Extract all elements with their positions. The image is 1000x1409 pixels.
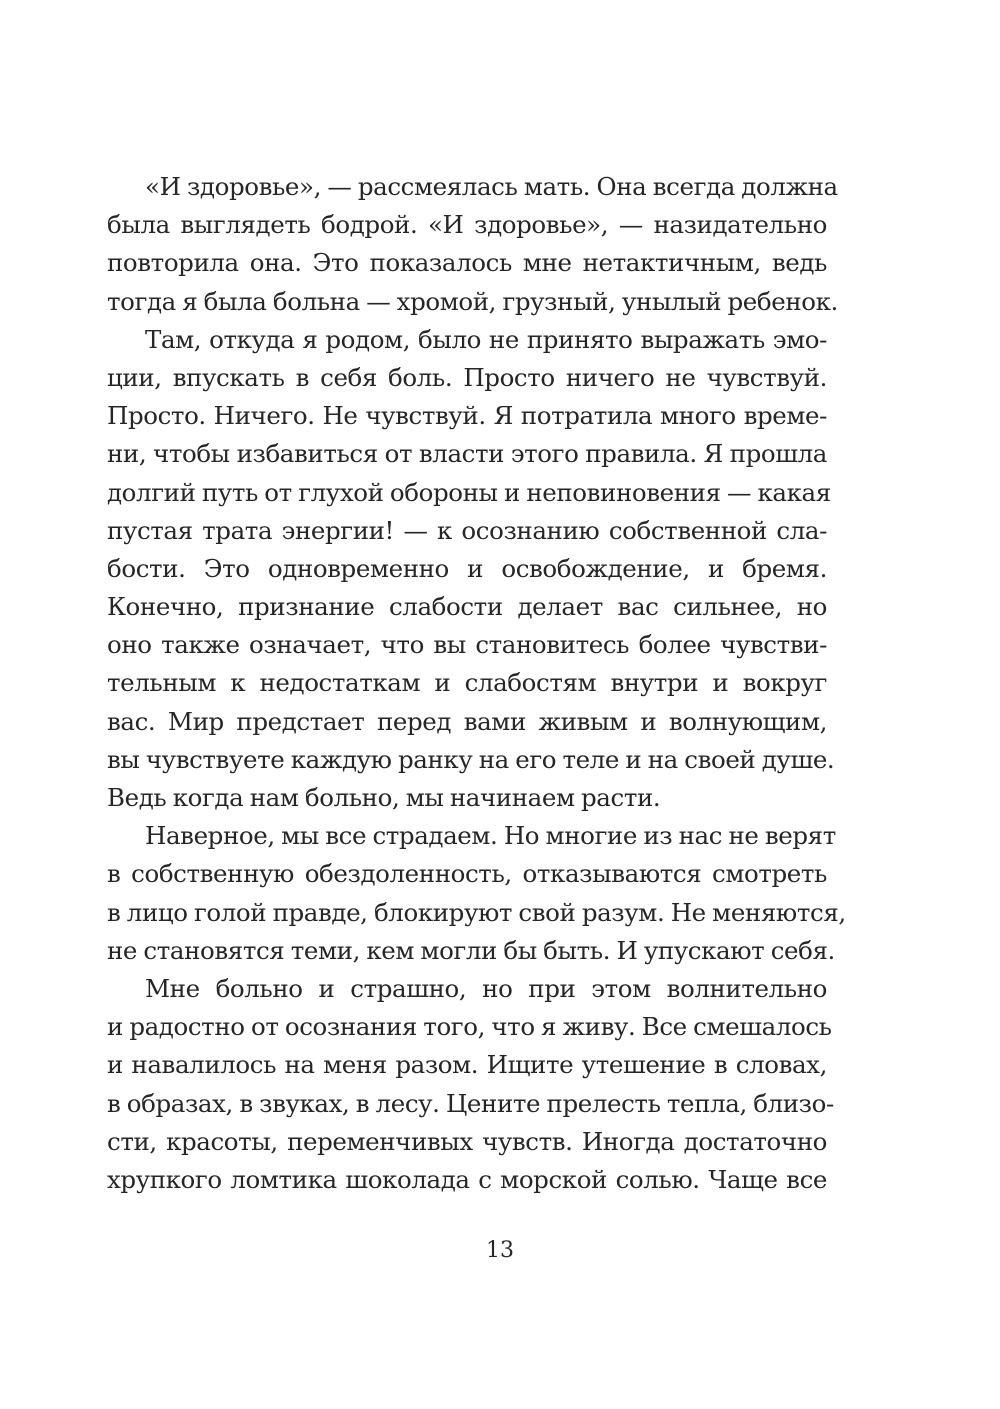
body-text [107, 168, 846, 1199]
text-line: и навалилось на меня разом. Ищите утешение в словах, [107, 1050, 827, 1080]
text-line: была выглядеть бодрой. «И здоровье», — назидательно [107, 210, 827, 240]
text-line: пустая трата энергии! — к осознанию собственной сла- [107, 515, 827, 545]
text-line: и радостно от осознания того, что я живу. Все смешалось [107, 1012, 832, 1042]
text-line: хрупкого ломтика шоколада с морской солью. Чаще все [107, 1164, 827, 1194]
text-line: Наверное, мы все страдаем. Но многие из нас не верят [145, 821, 836, 851]
text-line: ции, впускать в себя боль. Просто ничего не чувствуй. [107, 362, 827, 392]
text-line: «И здоровье», — рассмеялась мать. Она всегда должна [145, 172, 838, 201]
text-line: в образах, в звуках, в лесу. Цените прелесть тепла, близо- [107, 1088, 834, 1118]
text-line: ни, чтобы избавиться от власти этого правила. Я прошла [107, 439, 827, 469]
text-line: вы чувствуете каждую ранку на его теле и на своей душе. [107, 744, 835, 774]
text-line: Просто. Ничего. Не чувствуй. Я потратила много време- [107, 401, 827, 431]
text-line: долгий путь от глухой обороны и неповиновения — какая [107, 477, 831, 507]
text-line: не становятся теми, кем могли бы быть. И упускают себя. [107, 935, 835, 965]
text-line: Мне больно и страшно, но при этом волнительно [145, 973, 827, 1003]
text-line: в собственную обездоленность, отказываются смотреть [107, 859, 827, 889]
page-number: 13 [486, 1238, 514, 1263]
text-line: вас. Мир предстает перед вами живым и волнующим, [107, 706, 827, 736]
text-line: сти, красоты, переменчивых чувств. Иногда достаточно [107, 1126, 827, 1156]
text-line: Ведь когда нам больно, мы начинаем расти. [107, 783, 661, 812]
text-line: Конечно, признание слабости делает вас сильнее, но [107, 592, 827, 622]
text-line: тогда я была больна — хромой, грузный, унылый ребенок. [107, 286, 838, 316]
text-line: Там, откуда я родом, было не принято выражать эмо- [145, 324, 827, 354]
text-line: оно также означает, что вы становитесь более чувстви- [107, 630, 827, 660]
text-line: повторила она. Это показалось мне нетактичным, ведь [107, 248, 827, 278]
text-line: тельным к недостаткам и слабостям внутри и вокруг [107, 668, 827, 698]
text-line: в лицо голой правде, блокируют свой разум. Не меняются, [107, 897, 846, 927]
text-line: бости. Это одновременно и освобождение, и бремя. [107, 553, 827, 583]
